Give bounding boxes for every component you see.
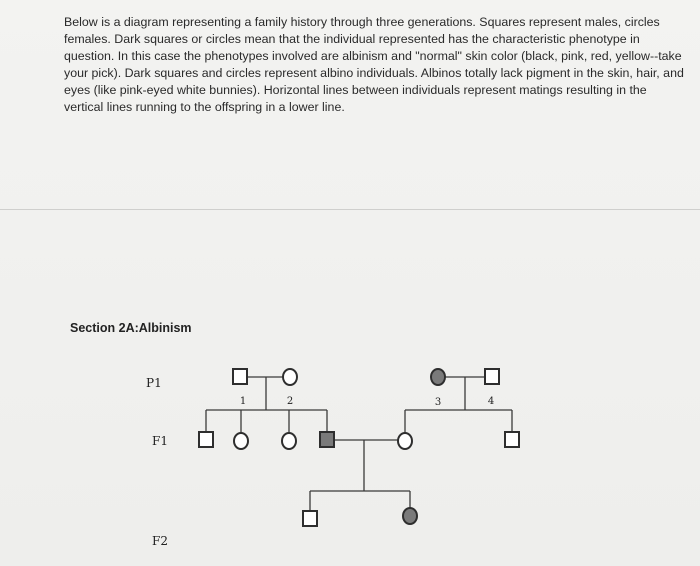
f2-male-g-symbol xyxy=(303,511,317,526)
p1-female-3-symbol xyxy=(431,369,445,385)
f1-female-b-symbol xyxy=(234,433,248,449)
intro-paragraph: Below is a diagram representing a family history through three generations. Squares represent males, circles females. Dark squares or circles mean that the individual represented has the characteristic phenotype in question. In this case the phenotypes involved are albinism and "normal" skin color (black, pink, red, yellow--take your pick). Dark squares and circles represent albino individuals. Albinos totally lack pigment in the skin, hair, and eyes (like pink-eyed white bunnies). Horizontal lines between individuals represent matings resulting in the vertical lines running to the offspring in a lower line. xyxy=(64,15,684,114)
generation-label-f1: F1 xyxy=(152,434,168,448)
p1-male-1-symbol xyxy=(233,369,247,384)
f1-female-c-symbol xyxy=(282,433,296,449)
f1-male-f-symbol xyxy=(505,432,519,447)
f2-female-h-symbol xyxy=(403,508,417,524)
individual-number-4: 4 xyxy=(487,396,495,407)
pedigree-numbers xyxy=(240,396,494,408)
p1-female-2-symbol xyxy=(283,369,297,385)
p1-male-4-symbol xyxy=(485,369,499,384)
generation-label-f2: F2 xyxy=(152,534,168,548)
individual-number-3: 3 xyxy=(434,397,442,408)
individual-number-1: 1 xyxy=(239,396,247,407)
pedigree-symbols xyxy=(199,369,519,526)
f1-male-a-symbol xyxy=(199,432,213,447)
generation-label-p1: P1 xyxy=(146,376,162,390)
f1-male-d-symbol xyxy=(320,432,334,447)
section-title: Section 2A:Albinism xyxy=(70,321,192,335)
f1-female-e-symbol xyxy=(398,433,412,449)
individual-number-2: 2 xyxy=(286,396,294,407)
pedigree-lines xyxy=(206,377,512,511)
